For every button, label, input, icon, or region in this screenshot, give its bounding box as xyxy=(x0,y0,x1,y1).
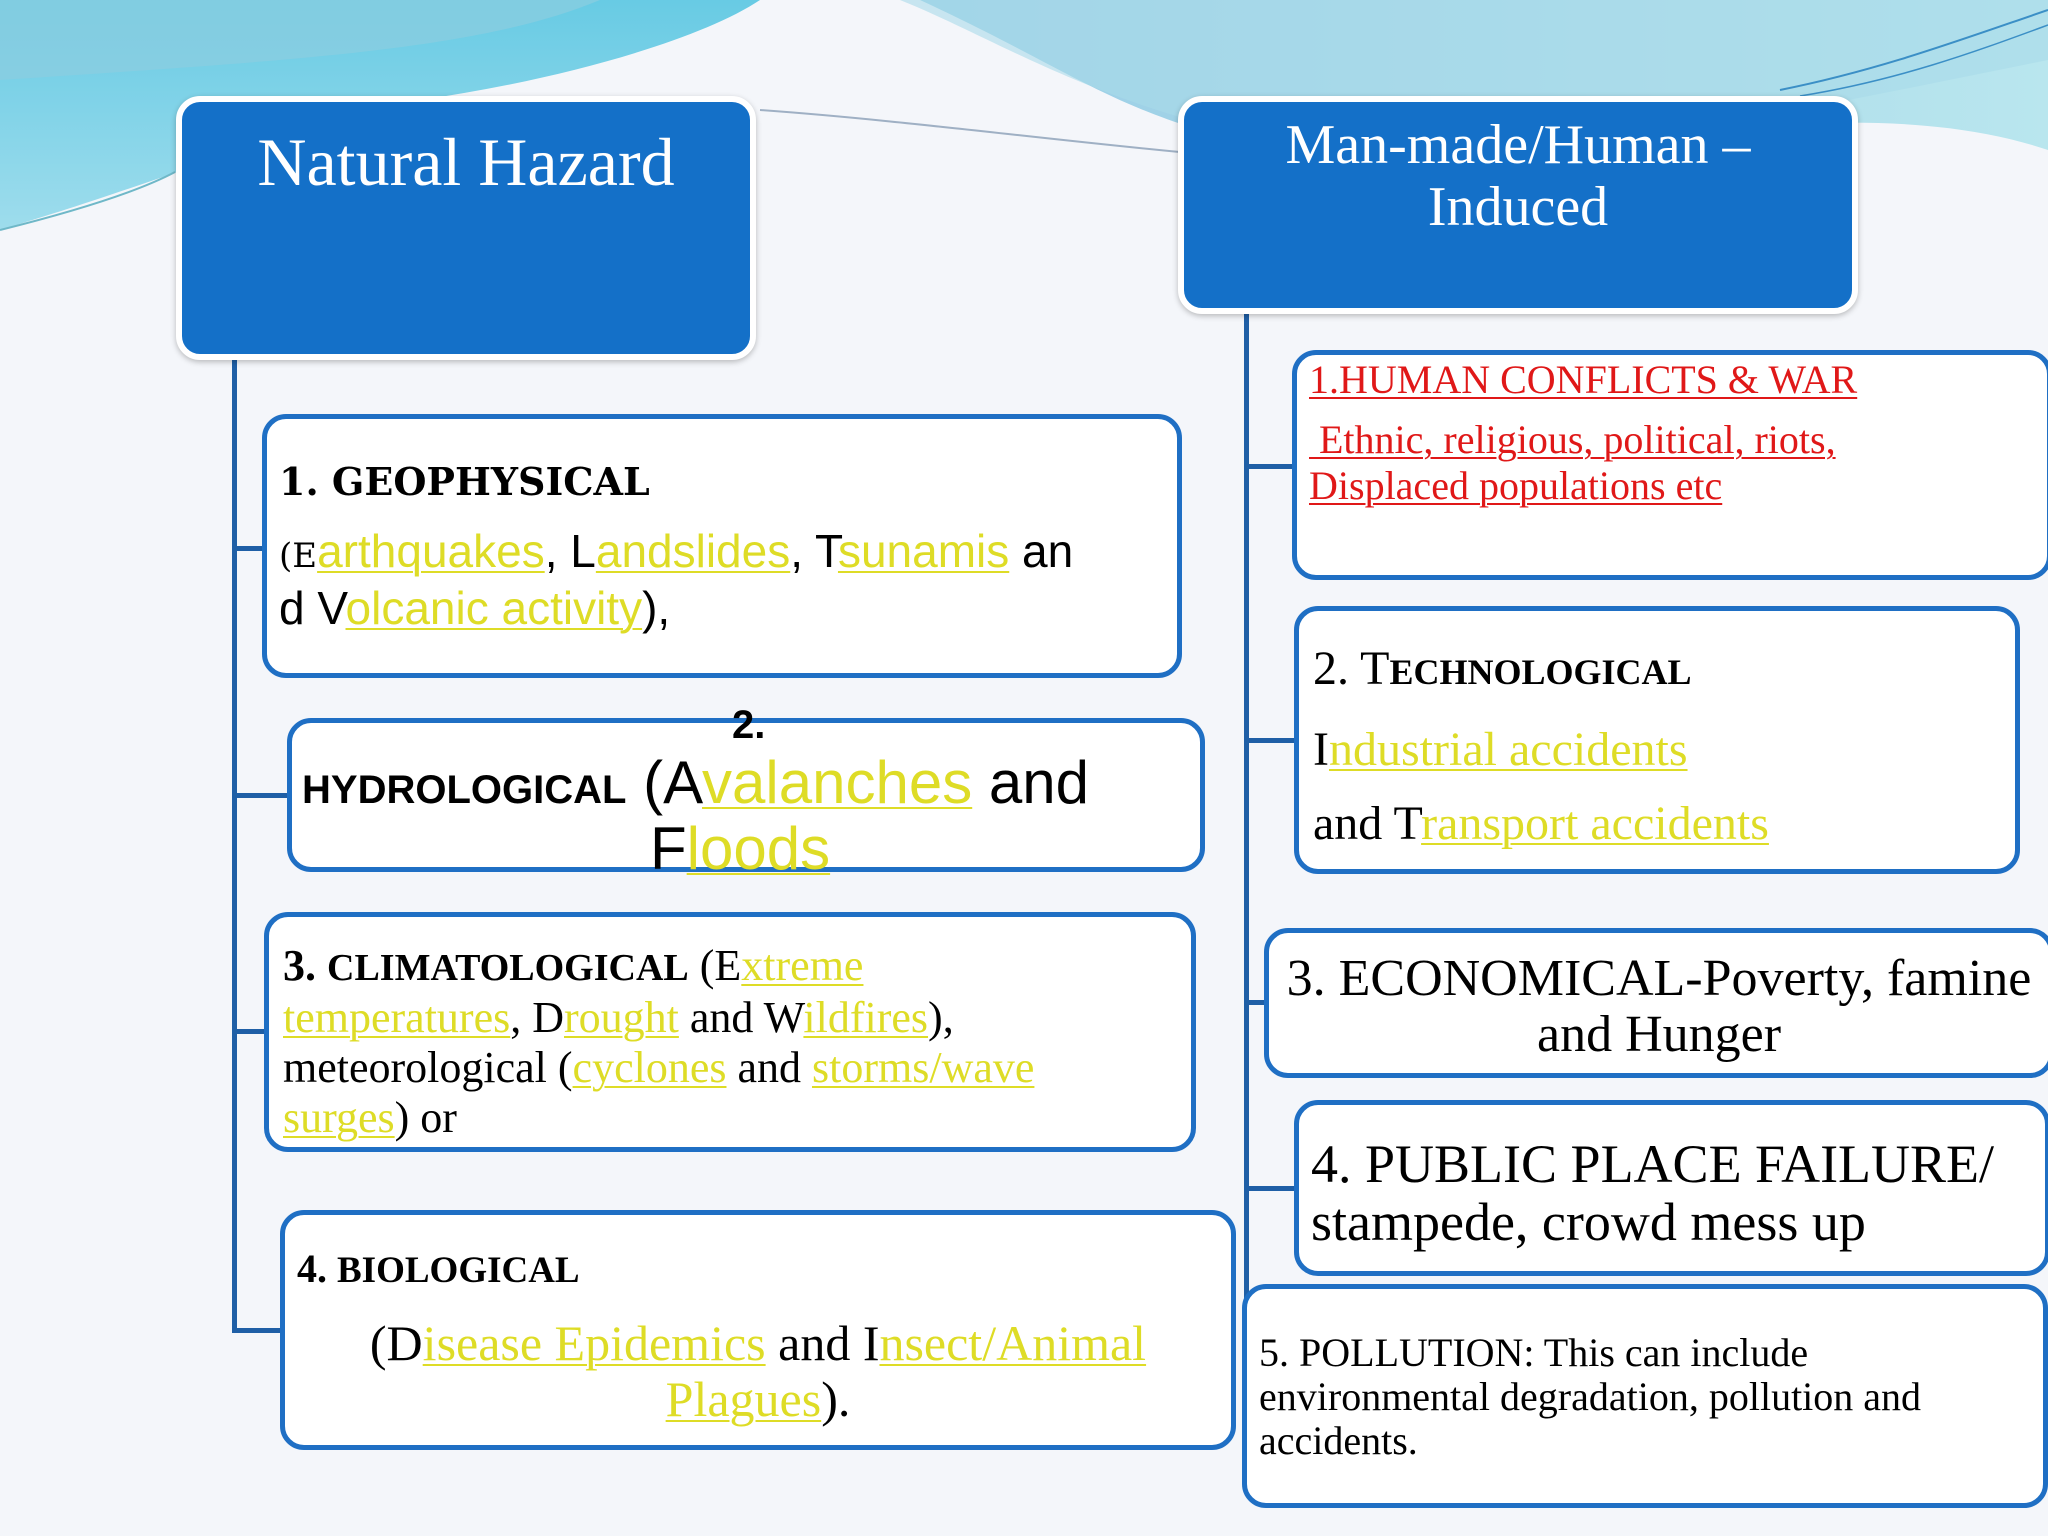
left-connector-trunk xyxy=(232,355,237,1333)
clim-sep-6: ) or xyxy=(394,1093,457,1142)
clim-sep-4: meteorological ( xyxy=(283,1043,573,1092)
technological-description xyxy=(1313,713,1769,861)
geophysical-title: GEOPHYSICAL xyxy=(331,459,650,504)
insect-animal-link: nsect/Animal xyxy=(879,1315,1147,1371)
climatological-box xyxy=(264,912,1196,1152)
natural-hazard-header xyxy=(176,96,756,360)
left-connector-branch-1 xyxy=(232,546,262,551)
hydrological-number: 2. xyxy=(732,703,766,747)
climatological-text xyxy=(283,941,1183,1143)
geophysical-box xyxy=(262,414,1182,678)
tech-l2a: and T xyxy=(1313,797,1422,850)
storms-wave-link: storms/wave xyxy=(812,1043,1035,1092)
biological-description xyxy=(285,1315,1231,1427)
avalanches-link: valanches xyxy=(702,749,973,816)
clim-sep-1: , D xyxy=(510,993,564,1042)
climatological-title: CLIMATOLOGICAL xyxy=(327,947,689,989)
public-place-line1: 4. PUBLIC PLACE FAILURE/ xyxy=(1311,1134,1995,1194)
clim-sep-2: and W xyxy=(678,993,804,1042)
biological-box xyxy=(280,1210,1236,1450)
technological-title: ECHNOLOGICAL xyxy=(1389,652,1692,692)
pollution-box xyxy=(1242,1284,2048,1508)
technological-number: 2. xyxy=(1313,642,1349,695)
tsunamis-link: sunamis xyxy=(837,525,1010,577)
wildfires-link: ildfires xyxy=(803,993,929,1042)
geo-sep-2: , T xyxy=(790,525,838,577)
pollution-line3: accidents. xyxy=(1259,1418,1418,1463)
man-made-hazard-header xyxy=(1178,96,1858,314)
geophysical-heading xyxy=(279,459,650,504)
right-connector-branch-1 xyxy=(1244,464,1294,469)
right-connector-branch-3 xyxy=(1244,1000,1264,1005)
geo-sep-3: an xyxy=(1009,525,1074,577)
hydro-sep-2: F xyxy=(650,815,687,882)
human-conflicts-line2: Displaced populations etc xyxy=(1309,463,1723,508)
public-place-line2: stampede, crowd mess up xyxy=(1311,1192,1866,1252)
landslides-link: andslides xyxy=(595,525,791,577)
transport-accidents-link: ransport accidents xyxy=(1421,797,1769,850)
pollution-line2: environmental degradation, pollution and xyxy=(1259,1374,1922,1419)
hydrological-box xyxy=(287,703,1205,882)
bio-close: ). xyxy=(821,1371,851,1427)
natural-hazard-title: Natural Hazard xyxy=(257,124,675,200)
volcanic-activity-link: olcanic activity xyxy=(345,582,643,634)
climatological-number: 3. xyxy=(283,941,316,990)
surges-link: surges xyxy=(283,1093,395,1142)
bio-sep-1: and I xyxy=(765,1315,880,1371)
geophysical-description xyxy=(279,525,1169,634)
drought-link: rought xyxy=(564,993,679,1042)
geo-sep-4: d V xyxy=(279,582,346,634)
human-conflicts-title: 1.HUMAN CONFLICTS & WAR xyxy=(1309,357,1858,402)
hydrological-line1 xyxy=(302,751,1089,822)
geo-close: ), xyxy=(642,582,671,634)
plagues-link: Plagues xyxy=(665,1371,822,1427)
earthquakes-link: arthquakes xyxy=(317,525,545,577)
technological-title-cap: T xyxy=(1360,642,1390,695)
man-made-title-line1: Man-made/Human – xyxy=(1285,114,1751,176)
right-connector-branch-4 xyxy=(1244,1186,1296,1191)
clim-sep-3: ), xyxy=(928,993,954,1042)
extreme-link: xtreme xyxy=(741,941,864,990)
hydro-open: (A xyxy=(643,749,703,816)
climatological-heading xyxy=(283,941,689,990)
hydro-sep-1: and xyxy=(972,749,1089,816)
economical-line1: 3. ECONOMICAL-Poverty, famine xyxy=(1286,950,2032,1007)
clim-open: (E xyxy=(699,941,742,990)
disease-epidemics-link: isease Epidemics xyxy=(422,1315,766,1371)
public-place-failure-text xyxy=(1311,1135,1994,1251)
public-place-failure-box xyxy=(1294,1100,2048,1276)
hydrological-title: HYDROLOGICAL xyxy=(302,768,627,812)
pollution-text xyxy=(1259,1331,1921,1463)
temperatures-link: temperatures xyxy=(283,993,511,1042)
right-connector-branch-2 xyxy=(1244,738,1296,743)
tech-l1a: I xyxy=(1313,723,1329,776)
biological-title: BIOLOGICAL xyxy=(337,1250,580,1291)
left-connector-branch-3 xyxy=(232,1029,264,1034)
bio-open: (D xyxy=(369,1315,423,1371)
geophysical-open: (E xyxy=(279,536,318,576)
economical-text xyxy=(1269,951,2048,1063)
geophysical-number: 1. xyxy=(279,459,319,504)
left-connector-branch-4 xyxy=(232,1328,280,1333)
biological-number: 4. xyxy=(297,1246,327,1291)
floods-link: loods xyxy=(686,815,831,882)
geo-sep-1: , L xyxy=(544,525,596,577)
pollution-line1: 5. POLLUTION: This can include xyxy=(1259,1330,1809,1375)
human-conflicts-box xyxy=(1292,350,2048,580)
cyclones-link: cyclones xyxy=(572,1043,727,1092)
man-made-title-line2: Induced xyxy=(1427,176,1609,238)
economical-line2: and Hunger xyxy=(1536,1006,1782,1063)
technological-box xyxy=(1294,606,2020,874)
human-conflicts-text xyxy=(1309,357,1857,509)
left-connector-branch-2 xyxy=(232,793,287,798)
clim-sep-5: and xyxy=(726,1043,813,1092)
hydrological-line2 xyxy=(650,817,830,881)
biological-heading xyxy=(297,1245,580,1292)
industrial-accidents-link: ndustrial accidents xyxy=(1328,723,1688,776)
technological-heading xyxy=(1313,641,1692,700)
human-conflicts-line1: Ethnic, religious, political, riots, xyxy=(1309,417,1836,462)
economical-box xyxy=(1264,928,2048,1078)
